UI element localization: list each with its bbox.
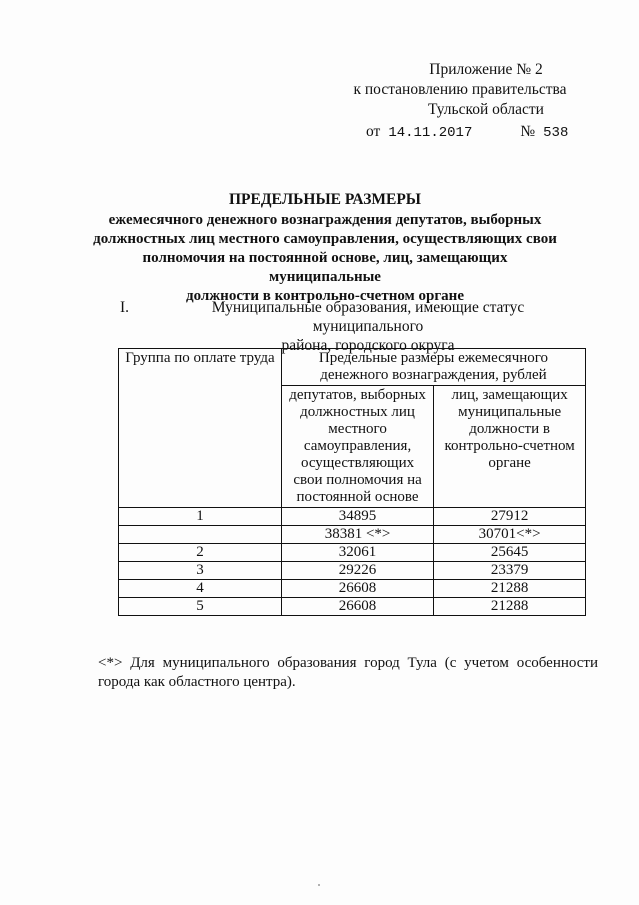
document-title: [90, 190, 560, 306]
cell-deputies: 26608: [281, 580, 433, 598]
rates-table: [118, 348, 586, 616]
cell-control-body: 23379: [434, 562, 586, 580]
title-main: ПРЕДЕЛЬНЫЕ РАЗМЕРЫ: [228, 191, 422, 208]
table-row: [119, 544, 586, 562]
footnote: <*> Для муниципального образования город Тула (с учетом особенности города как областного центра).: [98, 655, 598, 690]
table-row: [119, 526, 586, 544]
cell-group: [119, 526, 282, 544]
resolution-date: 14.11.2017: [388, 125, 473, 141]
date-prefix: от: [366, 123, 381, 140]
section-text-line-2: района, городского округа: [281, 337, 455, 354]
appendix-header: [330, 60, 590, 143]
cell-control-body: 25645: [434, 544, 586, 562]
cell-group: 3: [119, 562, 282, 580]
header-col-deputies: депутатов, выборных должностных лиц местного самоуправления, осуществляющих свои полномочия на постоянной основе: [281, 386, 433, 508]
cell-group: 2: [119, 544, 282, 562]
appendix-region-line: Тульской области: [428, 101, 544, 118]
cell-deputies: 29226: [281, 562, 433, 580]
cell-control-body: 30701<*>: [434, 526, 586, 544]
cell-group: 5: [119, 598, 282, 616]
cell-control-body: 21288: [434, 580, 586, 598]
cell-control-body: 21288: [434, 598, 586, 616]
cell-deputies: 32061: [281, 544, 433, 562]
cell-deputies: 38381 <*>: [281, 526, 433, 544]
header-limits-cell: Предельные размеры ежемесячного денежного вознаграждения, рублей: [281, 349, 585, 386]
table-row: [119, 580, 586, 598]
scan-speck: [318, 884, 320, 886]
table-row: [119, 598, 586, 616]
table-header-row: [119, 349, 586, 386]
title-subtitle-line-4: должности в контрольно-счетном органе: [186, 288, 464, 304]
appendix-title: Приложение № 2: [429, 61, 543, 78]
title-subtitle-line-2: должностных лиц местного самоуправления, осуществляющих свои: [93, 231, 557, 247]
header-group-cell: Группа по оплате труда: [119, 349, 282, 508]
appendix-resolution-line: к постановлению правительства: [353, 81, 567, 98]
section-heading: [120, 298, 600, 355]
section-number: I.: [120, 299, 130, 316]
header-col-control-body: лиц, замещающих муниципальные должности в контрольно-счетном органе: [434, 386, 586, 508]
title-subtitle-line-1: ежемесячного денежного вознаграждения депутатов, выборных: [108, 212, 542, 228]
title-subtitle-line-3: полномочия на постоянной основе, лиц, замещающих муниципальные: [142, 250, 508, 285]
section-text-line-1: Муниципальные образования, имеющие статус муниципального: [211, 299, 525, 335]
table-row: [119, 508, 586, 526]
cell-control-body: 27912: [434, 508, 586, 526]
resolution-number: 538: [543, 125, 569, 141]
appendix-date-line: [330, 122, 590, 143]
cell-deputies: 26608: [281, 598, 433, 616]
cell-deputies: 34895: [281, 508, 433, 526]
cell-group: 1: [119, 508, 282, 526]
number-label: №: [520, 123, 536, 140]
table-row: [119, 562, 586, 580]
cell-group: 4: [119, 580, 282, 598]
